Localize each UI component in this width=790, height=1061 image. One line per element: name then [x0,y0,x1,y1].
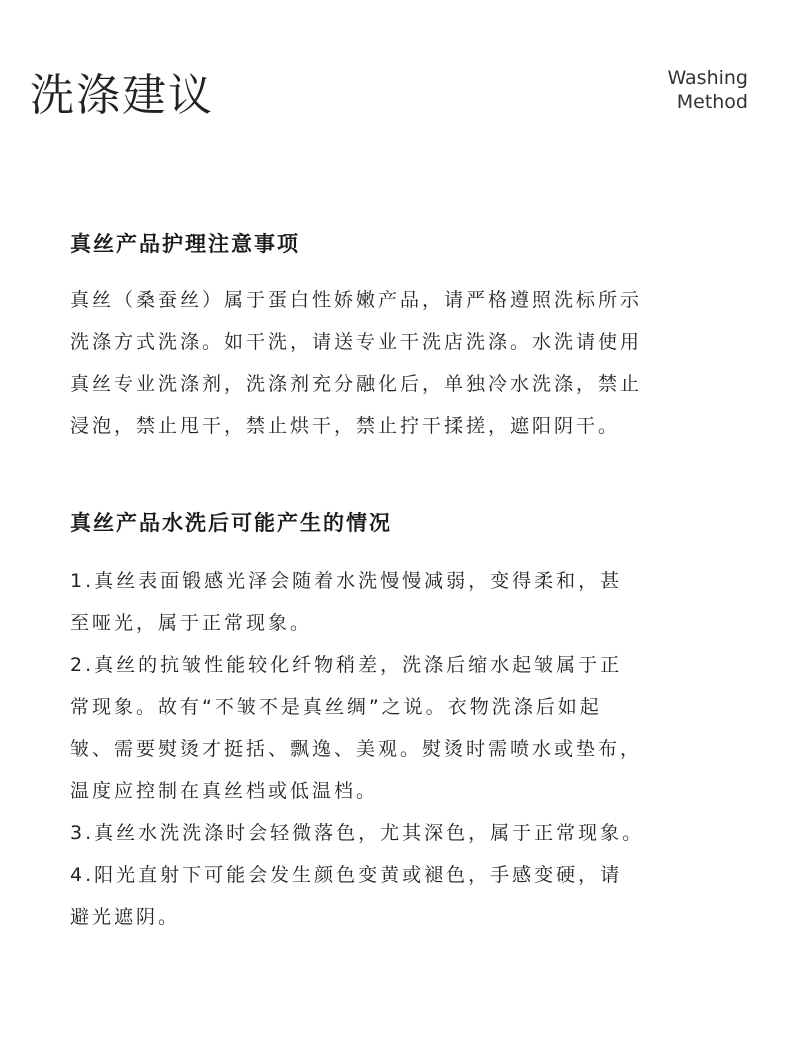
list-line: 2.真丝的抗皱性能较化纤物稍差，洗涤后缩水起皱属于正 [70,654,623,676]
paragraph-line: 真丝专业洗涤剂，洗涤剂充分融化后，单独冷水洗涤，禁止 [70,373,643,395]
care-notes-paragraph [70,279,750,447]
paragraph-line: 真丝（桑蚕丝）属于蛋白性娇嫩产品，请严格遵照洗标所示 [70,289,643,311]
subtitle-line-1: Washing [667,67,748,89]
list-line: 皱、需要熨烫才挺括、飘逸、美观。熨烫时需喷水或垫布， [70,738,643,760]
paragraph-line: 洗涤方式洗涤。如干洗，请送专业干洗店洗涤。水洗请使用 [70,331,643,353]
page-title: 洗涤建议 [30,70,214,121]
list-line: 1.真丝表面锻感光泽会随着水洗慢慢减弱，变得柔和，甚 [70,570,623,592]
list-line: 温度应控制在真丝档或低温档。 [70,780,379,802]
after-wash-list [70,560,750,938]
list-line: 至哑光，属于正常现象。 [70,612,313,634]
care-notes-section [70,229,750,447]
list-line: 常现象。故有“不皱不是真丝绸”之说。衣物洗涤后如起 [70,696,602,718]
list-line: 避光遮阴。 [70,906,181,928]
care-notes-heading: 真丝产品护理注意事项 [70,232,300,256]
subtitle-line-2: Method [676,91,748,113]
after-wash-section [70,508,750,938]
paragraph-line: 浸泡，禁止甩干，禁止烘干，禁止拧干揉搓，遮阳阴干。 [70,415,621,437]
list-line: 4.阳光直射下可能会发生颜色变黄或褪色，手感变硬，请 [70,864,623,886]
page-subtitle [667,66,748,114]
after-wash-heading: 真丝产品水洗后可能产生的情况 [70,511,392,535]
list-line: 3.真丝水洗洗涤时会轻微落色，尤其深色，属于正常现象。 [70,822,645,844]
